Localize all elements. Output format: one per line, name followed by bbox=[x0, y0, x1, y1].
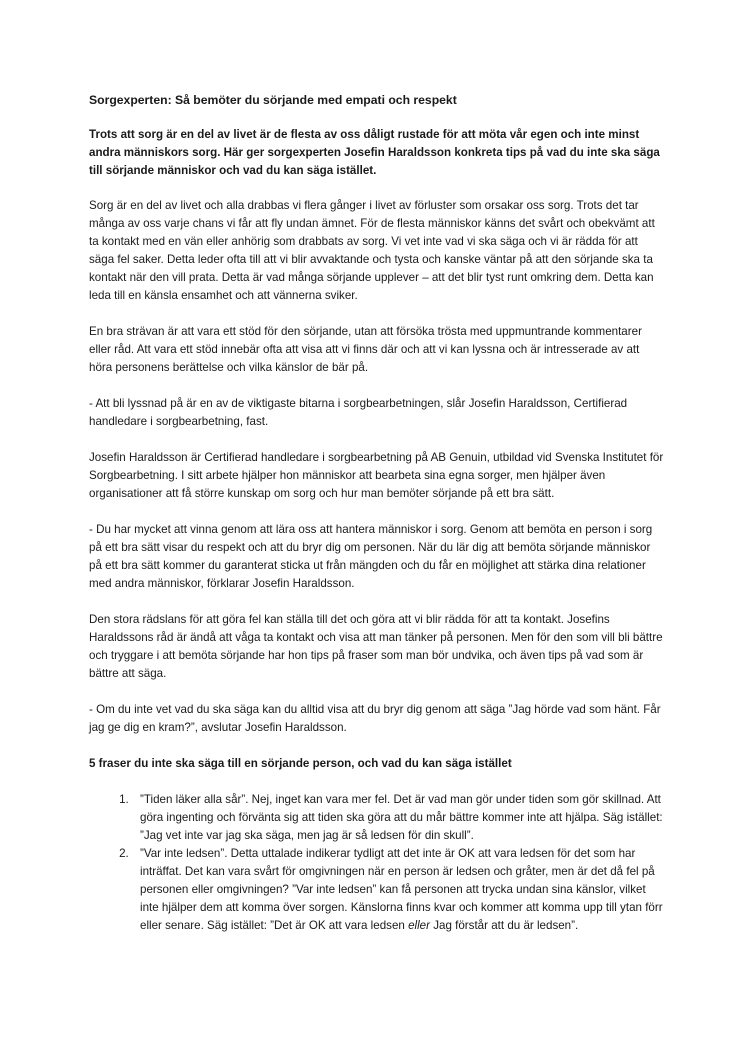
paragraph: Josefin Haraldsson är Certifierad handledare i sorgbearbetning på AB Genuin, utbildad vid Svenska Institutet för Sorgbearbetning. I sitt arbete hjälper hon människor att bearbeta sina egna sorger, men hjälper även organisationer att få större kunskap om sorg och hur man bemöter sörjande på ett bra sätt. bbox=[89, 451, 664, 500]
list-item bbox=[132, 845, 664, 935]
list-item-emphasis: eller bbox=[408, 919, 430, 932]
quote-paragraph: - Du har mycket att vinna genom att lära oss att hantera människor i sorg. Genom att bemöta en person i sorg på ett bra sätt visar du respekt och att du bryr dig om personen. När du lär dig att bemöta sörjande människor på ett bra sätt kommer du garanterat sticka ut från mängden och du får en möjlighet att stärka dina relationer med andra människor, förklarar Josefin Haraldsson. bbox=[89, 523, 653, 590]
document-page bbox=[89, 91, 664, 935]
article-lead: Trots att sorg är en del av livet är de flesta av oss dåligt rustade för att möta vår egen och inte minst andra människors sorg. Här ger sorgexperten Josefin Haraldsson konkreta tips på vad du inte ska säga till sörjande människor och vad du kan säga istället. bbox=[89, 128, 660, 177]
list-item-text: ”Tiden läker alla sår”. Nej, inget kan vara mer fel. Det är vad man gör under tiden som gör skillnad. Att göra ingenting och förvänta sig att tiden ska göra att du mår bättre kommer inte att hjälpa. Säg istället: ”Jag vet inte var jag ska säga, men jag är så ledsen för din skull”. bbox=[140, 793, 663, 842]
list-item-text: Jag förstår att du är ledsen”. bbox=[430, 919, 579, 932]
quote-paragraph: - Att bli lyssnad på är en av de viktigaste bitarna i sorgbearbetningen, slår Josefin Haraldsson, Certifierad handledare i sorgbearbetning, fast. bbox=[89, 397, 628, 428]
quote-paragraph: - Om du inte vet vad du ska säga kan du alltid visa att du bryr dig genom att säga ”Jag hörde vad som hänt. Får jag ge dig en kram?”, avslutar Josefin Haraldsson. bbox=[89, 703, 661, 734]
list-heading: 5 fraser du inte ska säga till en sörjande person, och vad du kan säga istället bbox=[89, 757, 512, 770]
article-title: Sorgexperten: Så bemöter du sörjande med empati och respekt bbox=[89, 93, 457, 107]
paragraph: Den stora rädslans för att göra fel kan ställa till det och göra att vi blir rädda för att ta kontakt. Josefins Haraldssons råd är ändå att våga ta kontakt och visa att man tänker på personen. Men för den som vill bli bättre och tryggare i att bemöta sörjande har hon tips på fraser som man bör undvika, och även tips på vad som är bättre att säga. bbox=[89, 613, 663, 680]
list-item-text: ”Var inte ledsen”. Detta uttalade indikerar tydligt att det inte är OK att vara ledsen för det som har inträffat. Det kan vara svårt för omgivningen när en person är ledsen och gråter, men är det då fel på personen eller omgivningen? ”Var inte ledsen” kan få personen att trycka undan sina känslor, vilket inte hjälper dem att komma över sorgen. Känslorna finns kvar och kommer att komma upp till ytan förr eller senare. Säg istället: ”Det är OK att vara ledsen bbox=[140, 847, 663, 932]
paragraph: En bra strävan är att vara ett stöd för den sörjande, utan att försöka trösta med uppmuntrande kommentarer eller råd. Att vara ett stöd innebär ofta att visa att vi finns där och att vi kan lyssna och är intresserade av att höra personens berättelse och vilka känslor de bär på. bbox=[89, 325, 642, 374]
list-item bbox=[132, 791, 664, 845]
paragraph: Sorg är en del av livet och alla drabbas vi flera gånger i livet av förluster som orsakar oss sorg. Trots det tar många av oss varje chans vi får att fly undan ämnet. För de flesta människor känns det svårt och obekvämt att ta kontakt med en vän eller anhörig som drabbats av sorg. Vi vet inte vad vi ska säga och vi är rädda för att säga fel saker. Detta leder ofta till att vi blir avvaktande och tysta och kanske väntar på att den sörjande ska ta kontakt när den vill prata. Detta är vad många sörjande upplever – att det blir tyst runt omkring dem. Detta kan leda till en känsla ensamhet och att vännerna sviker. bbox=[89, 199, 655, 302]
phrase-list bbox=[89, 791, 664, 935]
